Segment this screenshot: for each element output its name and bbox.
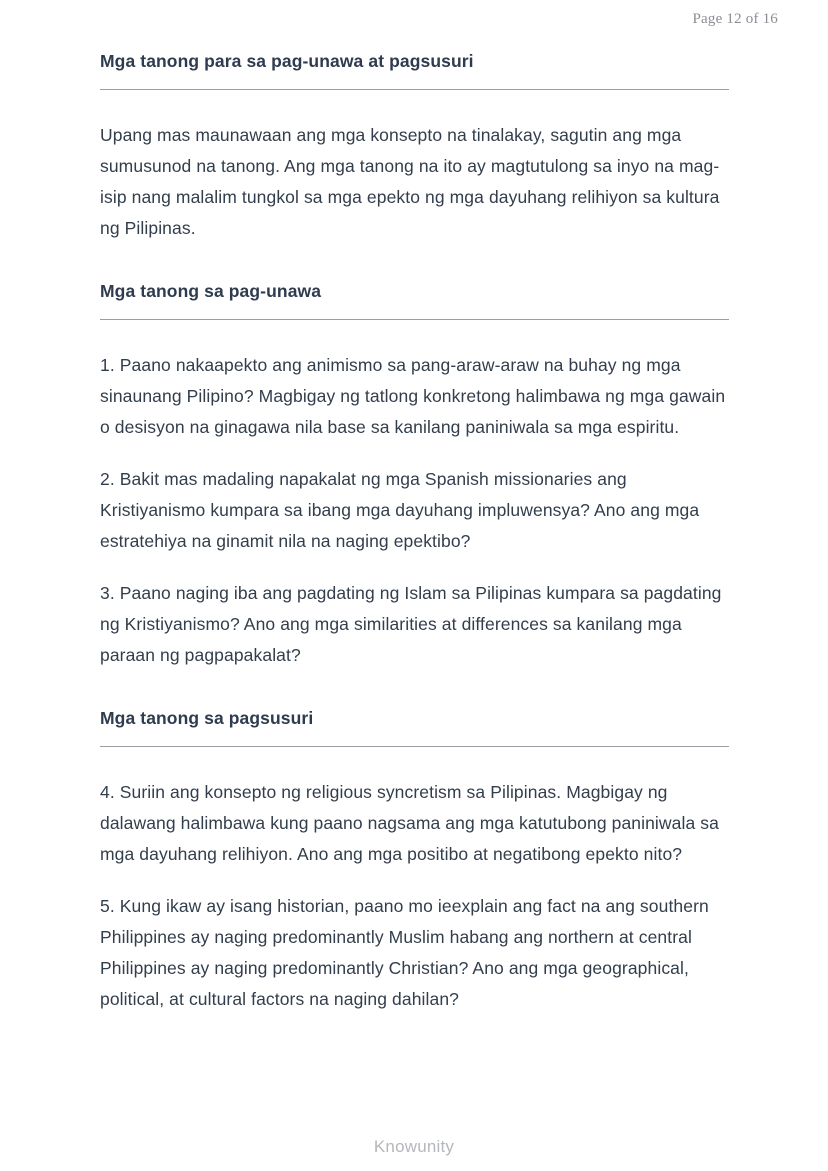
intro-paragraph: Upang mas maunawaan ang mga konsepto na tinalakay, sagutin ang mga sumusunod na tanong. Ang mga tanong na ito ay magtutulong sa inyo na mag-isip nang malalim tungkol sa mga epekto ng mga dayuhang relihiyon sa kultura ng Pilipinas. bbox=[100, 125, 720, 238]
page-number: Page 12 of 16 bbox=[692, 11, 778, 27]
section-pag-unawa bbox=[100, 280, 729, 671]
section-divider bbox=[100, 746, 729, 747]
question-4: 4. Suriin ang konsepto ng religious syncretism sa Pilipinas. Magbigay ng dalawang halimbawa kung paano nagsama ang mga katutubong paniniwala sa mga dayuhang relihiyon. Ano ang mga positibo at negatibong epekto nito? bbox=[100, 782, 719, 864]
section-heading: Mga tanong sa pagsusuri bbox=[100, 708, 314, 728]
section-heading: Mga tanong sa pag-unawa bbox=[100, 281, 322, 301]
question-1: 1. Paano nakaapekto ang animismo sa pang-araw-araw na buhay ng mga sinaunang Pilipino? Magbigay ng tatlong konkretong halimbawa ng mga gawain o desisyon na ginagawa nila base sa kanilang paniniwala sa mga espiritu. bbox=[100, 355, 726, 437]
question-5: 5. Kung ikaw ay isang historian, paano mo ieexplain ang fact na ang southern Philippines ay naging predominantly Muslim habang ang northern at central Philippines ay naging predominantly Christian? Ano ang mga geographical, political, at cultural factors na naging dahilan? bbox=[100, 896, 709, 1009]
question-3: 3. Paano naging iba ang pagdating ng Islam sa Pilipinas kumpara sa pagdating ng Kristiyanismo? Ano ang mga similarities at differences sa kanilang mga paraan ng pagpapakalat? bbox=[100, 583, 722, 665]
section-pagsusuri bbox=[100, 707, 729, 1015]
section-divider bbox=[100, 89, 729, 90]
section-heading: Mga tanong para sa pag-unawa at pagsusuri bbox=[100, 51, 474, 71]
knowunity-watermark: Knowunity bbox=[373, 1137, 455, 1156]
section-divider bbox=[100, 319, 729, 320]
question-2: 2. Bakit mas madaling napakalat ng mga Spanish missionaries ang Kristiyanismo kumpara sa ibang mga dayuhang impluwensya? Ano ang mga estratehiya na ginamit nila na naging epektibo? bbox=[100, 469, 700, 551]
section-pag-unawa-at-pagsusuri bbox=[100, 50, 729, 244]
